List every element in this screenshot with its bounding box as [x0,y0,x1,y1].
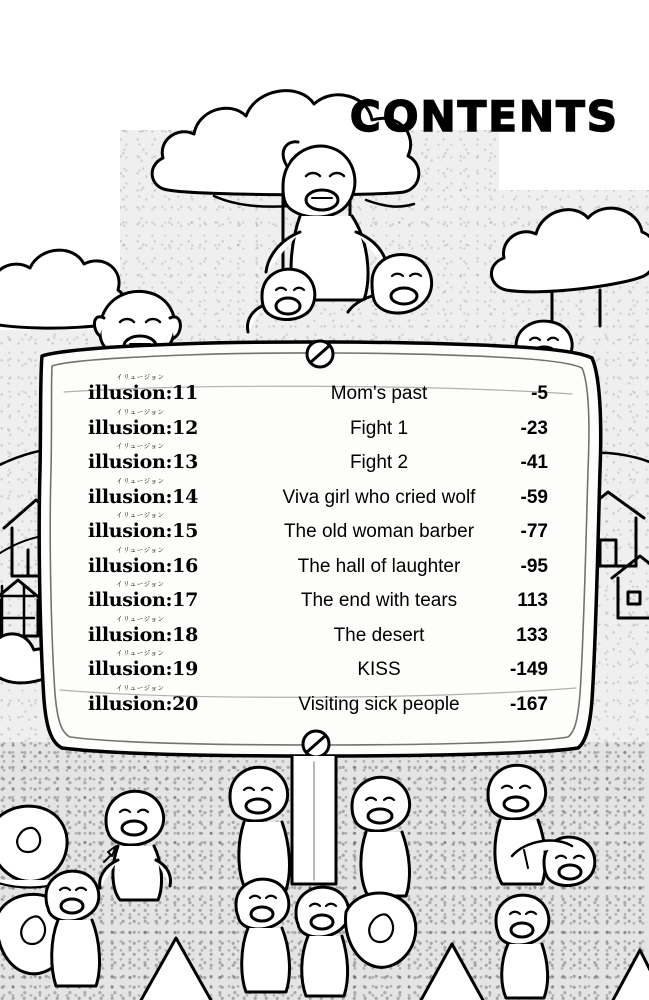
chapter-page: 133 [516,624,548,646]
ruby-text: イリュージョン [116,373,165,381]
ruby-text: イリュージョン [116,683,165,692]
chapter-page: -59 [520,486,548,508]
chapter-label-text: illusion:14 [88,485,199,508]
chapter-page: -5 [531,383,548,404]
chapter-page: -41 [520,452,548,473]
ruby-text: イリュージョン [116,407,165,416]
chapter-title: KISS [357,659,401,680]
chapter-label-text: illusion:15 [88,520,199,542]
page-title: CONTENTS [349,92,619,141]
chapter-label-text: illusion:17 [88,589,199,611]
chapter-label-text: illusion:20 [88,692,199,715]
character-small-front [248,269,315,332]
chapter-page: -77 [520,521,548,542]
chapter-label [88,580,256,611]
chapter-label-text: illusion:11 [88,382,199,404]
contents-list [88,373,548,727]
chapter-label-text: illusion:13 [88,451,199,473]
chapter-label [88,545,256,577]
ruby-text: イリュージョン [116,580,165,588]
chapter-title: Visiting sick people [298,693,460,715]
chapter-title: The old woman barber [283,521,475,542]
chapter-page: -167 [509,693,548,715]
chapter-title: The desert [333,624,425,646]
ruby-text: イリュージョン [116,476,165,485]
chapter-title: The end with tears [300,590,458,611]
chapter-title: Fight 2 [349,452,409,473]
chapter-label [88,649,256,680]
chapter-label [88,373,256,404]
chapter-page: -149 [509,659,548,680]
chapter-label [88,511,256,542]
chapter-label [88,614,256,646]
chapter-title: The hall of laughter [297,555,461,577]
chapter-title: Viva girl who cried wolf [282,486,476,508]
ruby-text: イリュージョン [116,442,165,450]
chapter-page: -95 [520,555,548,577]
chapter-label-text: illusion:18 [88,623,199,646]
ruby-text: イリュージョン [116,614,165,623]
chapter-title: Fight 1 [349,417,409,439]
chapter-label [88,442,256,473]
chapter-label-text: illusion:19 [88,658,199,680]
chapter-title: Mom's past [330,383,428,404]
chapter-page: -23 [520,417,548,439]
chapter-label-text: illusion:12 [88,416,199,439]
tree-right [491,208,649,292]
sign-post [292,756,336,884]
ruby-text: イリュージョン [116,649,165,657]
chapter-label [88,476,256,508]
contents-signboard [36,344,596,752]
chapter-label [88,407,256,439]
chapter-label-text: illusion:16 [88,554,199,577]
chapter-page: 113 [517,590,548,611]
chapter-label [88,683,256,715]
ruby-text: イリュージョン [116,545,165,554]
ruby-text: イリュージョン [116,511,165,519]
list-item[interactable] [88,683,548,728]
